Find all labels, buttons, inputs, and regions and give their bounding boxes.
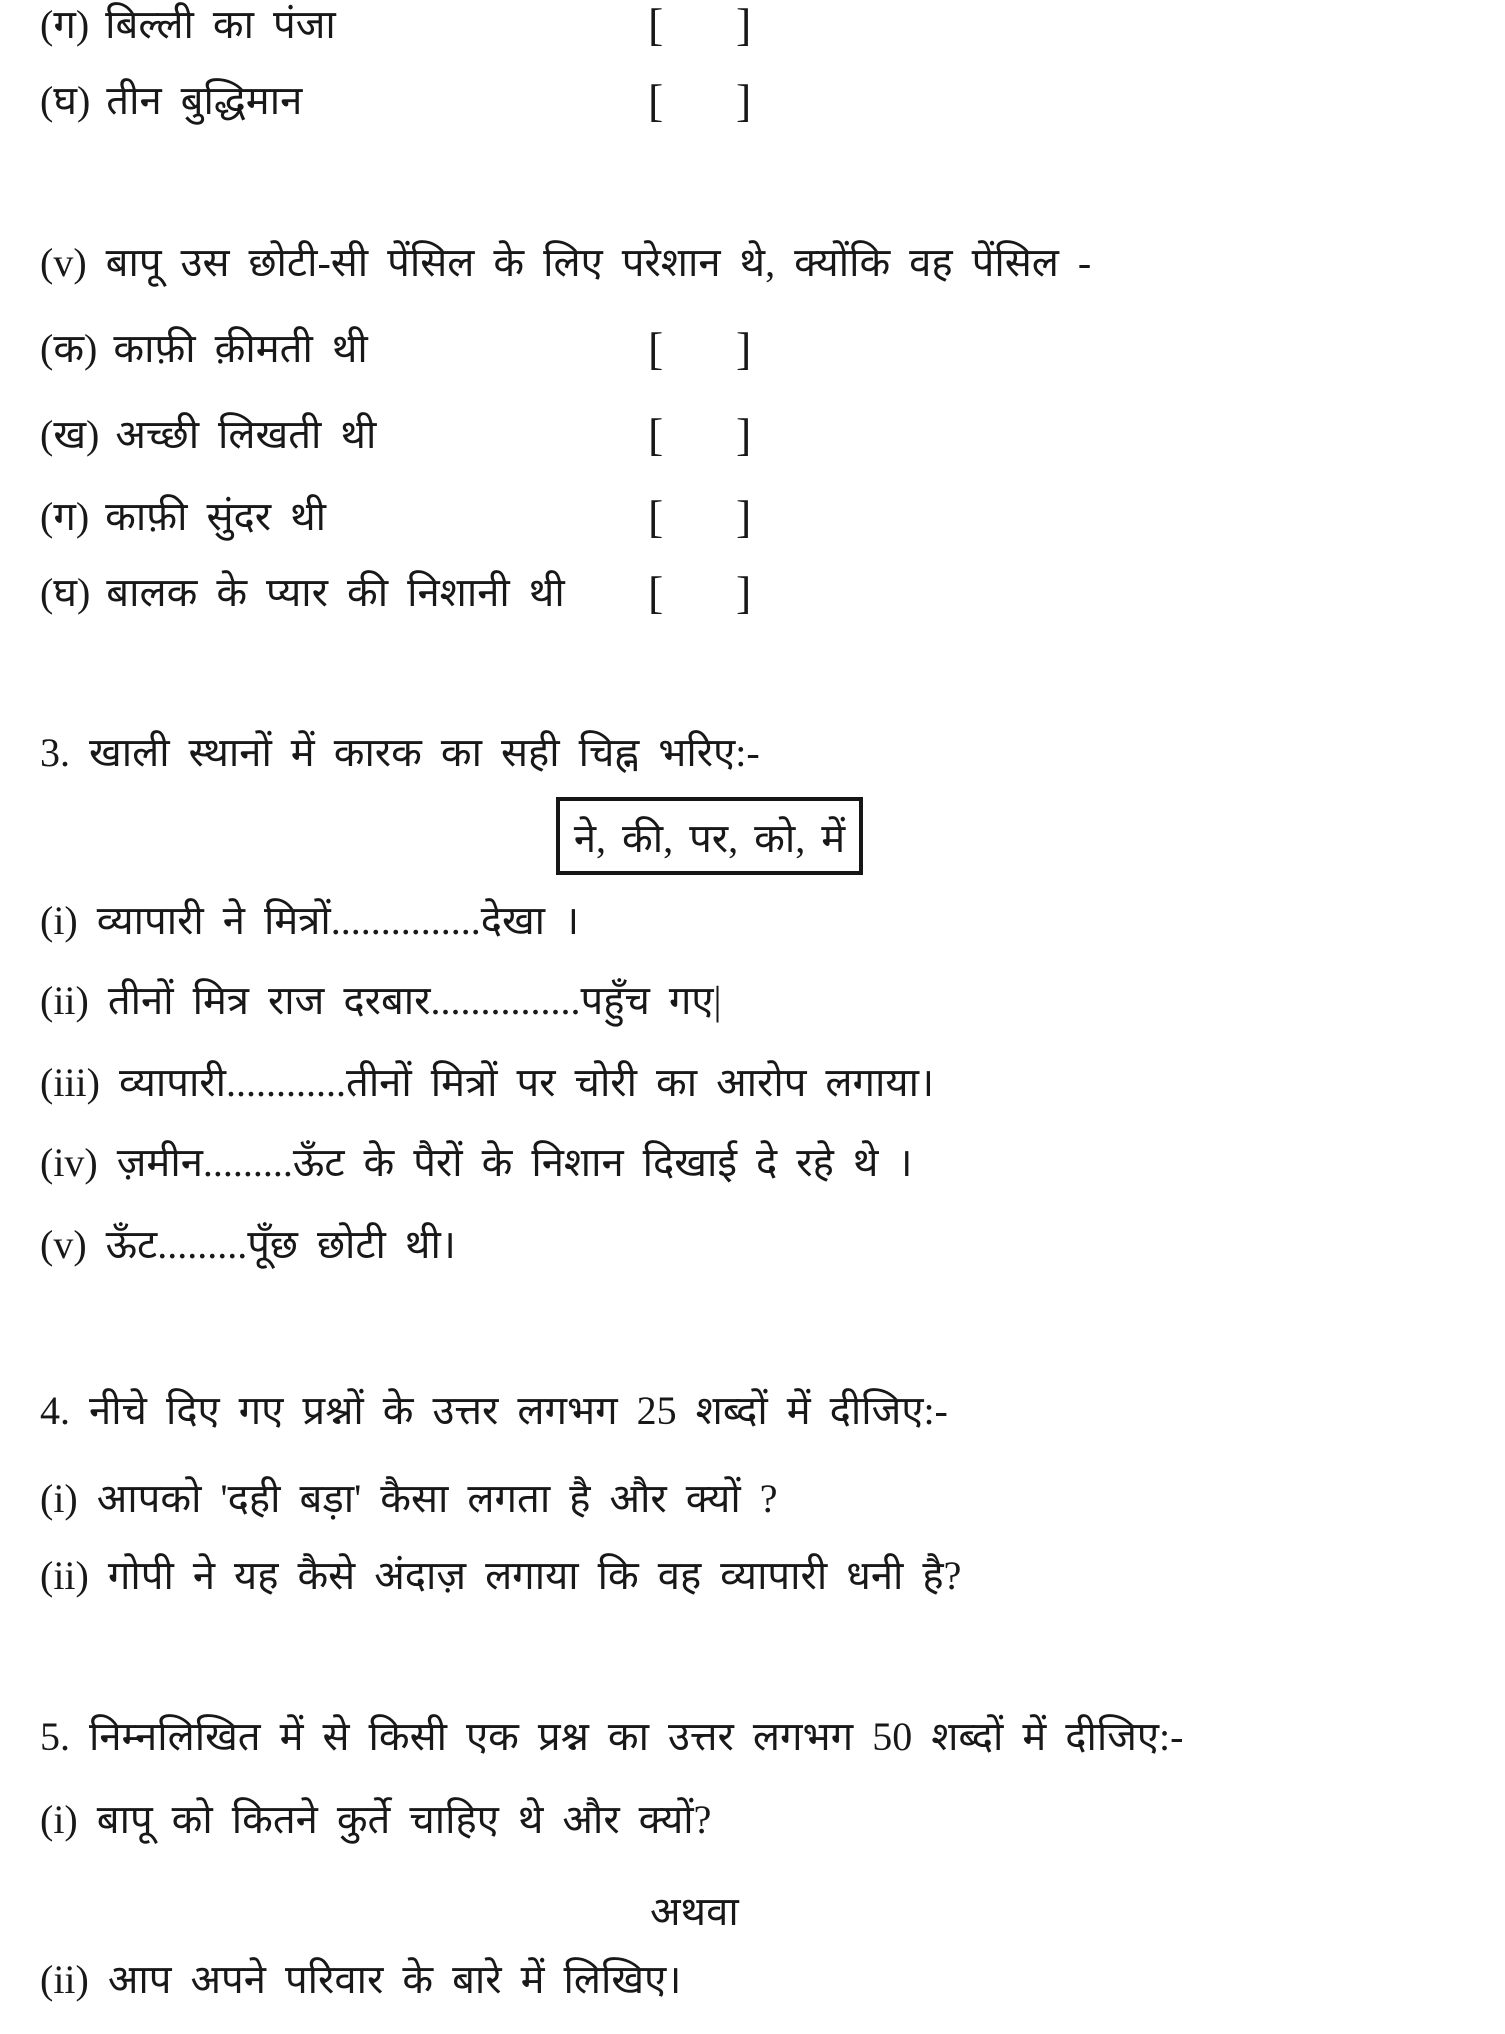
fill-blank-item: (iii) व्यापारी............तीनों मित्रों पर चोरी का आरोप लगाया। [40, 1060, 935, 1105]
option-label: (ग) [40, 494, 90, 539]
mcq-option-row [40, 323, 752, 374]
question-4-item: (i) आपको 'दही बड़ा' कैसा लगता है और क्यों ? [40, 1476, 778, 1521]
answer-bracket-open: [ [648, 75, 664, 126]
option-text: काफ़ी क़ीमती थी [113, 326, 368, 371]
mcq-option-row [40, 491, 752, 542]
word-bank-box: ने, की, पर, को, में [556, 797, 863, 875]
fill-blank-item: (i) व्यापारी ने मित्रों...............देखा । [40, 898, 580, 943]
answer-bracket-open: [ [648, 409, 664, 460]
answer-bracket-close: ] [736, 0, 752, 50]
option-label: (ख) [40, 412, 100, 457]
question-3-heading: 3. खाली स्थानों में कारक का सही चिह्न भरिए:- [40, 730, 760, 775]
option-text: बालक के प्यार की निशानी थी [106, 570, 565, 615]
fill-blank-item: (ii) तीनों मित्र राज दरबार...............पहुँच गए| [40, 978, 722, 1023]
answer-bracket-open: [ [648, 491, 664, 542]
fill-blank-item: (iv) ज़मीन.........ऊँट के पैरों के निशान दिखाई दे रहे थे । [40, 1140, 913, 1185]
answer-bracket-close: ] [736, 409, 752, 460]
answer-bracket-open: [ [648, 323, 664, 374]
answer-bracket-close: ] [736, 567, 752, 618]
mcq-option-row [40, 567, 752, 618]
mcq-option-row [40, 409, 752, 460]
question-5-heading: 5. निम्नलिखित में से किसी एक प्रश्न का उत्तर लगभग 50 शब्दों में दीजिए:- [40, 1714, 1184, 1759]
option-text: बिल्ली का पंजा [105, 2, 336, 47]
answer-bracket-open: [ [648, 0, 664, 50]
answer-bracket-close: ] [736, 491, 752, 542]
answer-bracket-close: ] [736, 323, 752, 374]
option-text: अच्छी लिखती थी [115, 412, 377, 457]
mcq-option-row [40, 0, 752, 50]
question-5-item: (ii) आप अपने परिवार के बारे में लिखिए। [40, 1957, 682, 2002]
question-4-item: (ii) गोपी ने यह कैसे अंदाज़ लगाया कि वह व्यापारी धनी है? [40, 1553, 962, 1598]
option-label: (घ) [40, 78, 91, 123]
option-text: तीन बुद्धिमान [106, 78, 303, 123]
option-label: (क) [40, 326, 98, 371]
question-5-item: (i) बापू को कितने कुर्ते चाहिए थे और क्यों? [40, 1797, 712, 1842]
answer-bracket-open: [ [648, 567, 664, 618]
fill-blank-item: (v) ऊँट.........पूँछ छोटी थी। [40, 1222, 456, 1267]
mcq-option-row [40, 75, 752, 126]
option-text: काफ़ी सुंदर थी [105, 494, 327, 539]
answer-bracket-close: ] [736, 75, 752, 126]
or-label: अथवा [650, 1889, 739, 1934]
question-4-heading: 4. नीचे दिए गए प्रश्नों के उत्तर लगभग 25 शब्दों में दीजिए:- [40, 1388, 948, 1433]
question-v-heading: (v) बापू उस छोटी-सी पेंसिल के लिए परेशान थे, क्योंकि वह पेंसिल - [40, 240, 1092, 285]
option-label: (घ) [40, 570, 91, 615]
option-label: (ग) [40, 2, 90, 47]
